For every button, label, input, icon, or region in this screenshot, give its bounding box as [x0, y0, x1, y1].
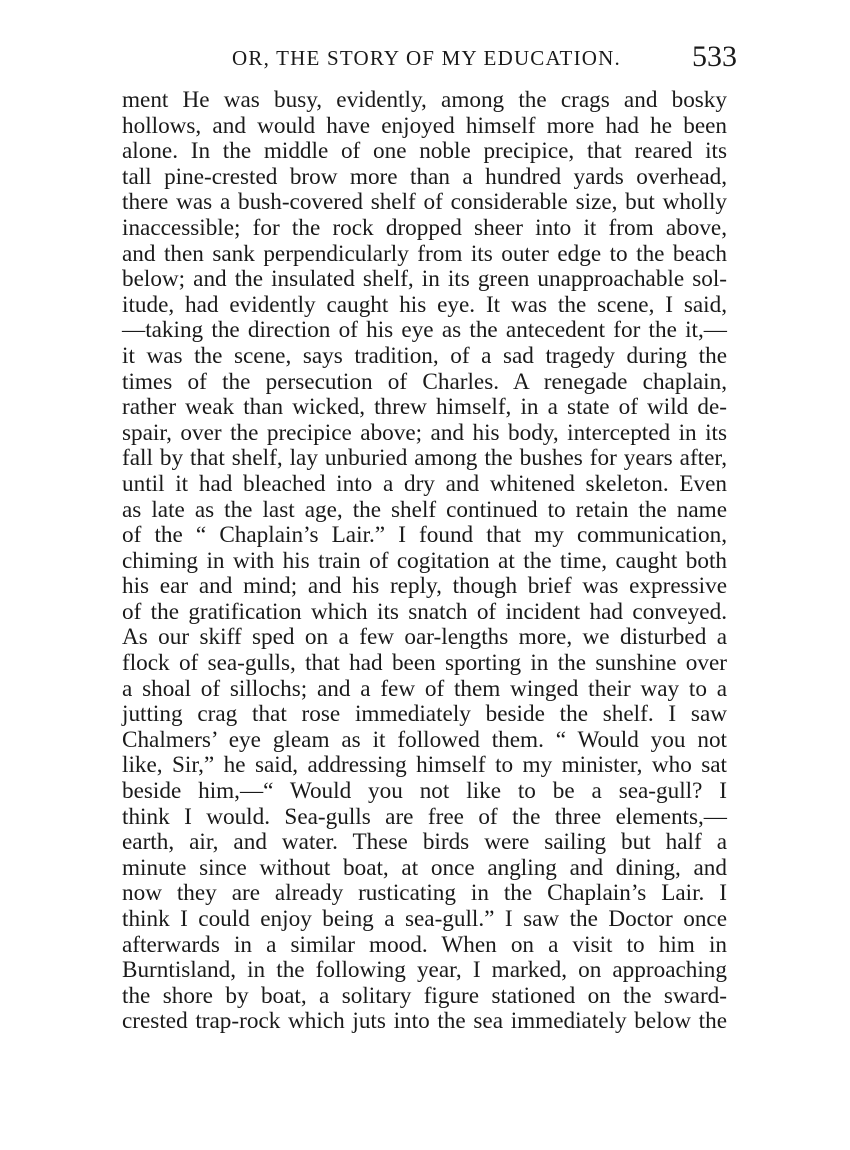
text-line: itude, had evidently caught his eye. It was the scene, I said, [122, 291, 727, 318]
text-line: his ear and mind; and his reply, though brief was expressive [122, 573, 727, 600]
text-line: there was a bush-covered shelf of considerable size, but wholly [122, 189, 727, 216]
text-line: think I could enjoy being a sea-gull.” I saw the Doctor once [122, 906, 727, 932]
text-line: beside him,—“ Would you not like to be a sea-gull? I [122, 778, 727, 805]
text-line: below; and the insulated shelf, in its green unapproachable sol- [122, 266, 727, 293]
text-line: alone. In the middle of one noble precipice, that reared its [122, 138, 727, 165]
text-line: tall pine-crested brow more than a hundred yards overhead, [122, 163, 727, 190]
page-number: 533 [692, 40, 737, 73]
text-line: minute since without boat, at once angling and dining, and [122, 854, 727, 881]
text-line: and then sank perpendicularly from its outer edge to the beach [122, 240, 727, 267]
text-line: a shoal of sillochs; and a few of them winged their way to a [122, 675, 727, 702]
text-line: As our skiff sped on a few oar-lengths more, we disturbed a [122, 624, 727, 651]
text-line: like, Sir,” he said, addressing himself to my minister, who sat [122, 752, 727, 779]
text-line: chiming in with his train of cogitation at the time, caught both [122, 547, 727, 574]
text-line: times of the persecution of Charles. A renegade chaplain, [122, 368, 727, 395]
text-line: the shore by boat, a solitary figure stationed on the sward- [122, 982, 727, 1009]
text-line: think I would. Sea-gulls are free of the three elements,— [122, 803, 727, 830]
text-line: Chalmers’ eye gleam as it followed them. “ Would you not [122, 726, 727, 753]
text-line: inaccessible; for the rock dropped sheer into it from above, [122, 214, 727, 241]
text-line: as late as the last age, the shelf continued to retain the name [122, 496, 727, 523]
text-line: earth, air, and water. These birds were sailing but half a [122, 829, 727, 856]
text-line: until it had bleached into a dry and whitened skeleton. Even [122, 470, 727, 497]
text-line: afterwards in a similar mood. When on a visit to him in [122, 931, 727, 958]
text-line: crested trap-rock which juts into the sea immediately below the [122, 1008, 727, 1035]
text-line: hollows, and would have enjoyed himself more had he been [122, 112, 727, 139]
text-line: of the gratification which its snatch of incident had conveyed. [122, 598, 727, 625]
text-line: fall by that shelf, lay unburied among the bushes for years after, [122, 445, 727, 472]
text-line: rather weak than wicked, threw himself, in a state of wild de- [122, 394, 727, 421]
text-line: jutting crag that rose immediately beside the shelf. I saw [122, 701, 727, 728]
text-line: ment He was busy, evidently, among the crags and bosky [122, 87, 727, 113]
body-text [122, 88, 727, 1035]
page-header [232, 40, 737, 76]
text-line: of the “ Chaplain’s Lair.” I found that my communication, [122, 522, 727, 549]
running-head: OR, THE STORY OF MY EDUCATION. [232, 46, 621, 70]
text-line: it was the scene, says tradition, of a sad tragedy during the [122, 342, 727, 369]
text-line: spair, over the precipice above; and his body, intercepted in its [122, 419, 727, 446]
text-line: now they are already rusticating in the Chaplain’s Lair. I [122, 880, 727, 907]
text-line: Burntisland, in the following year, I marked, on approaching [122, 957, 727, 984]
text-line: flock of sea-gulls, that had been sporting in the sunshine over [122, 650, 727, 677]
text-line: —taking the direction of his eye as the antecedent for the it,— [122, 317, 727, 344]
